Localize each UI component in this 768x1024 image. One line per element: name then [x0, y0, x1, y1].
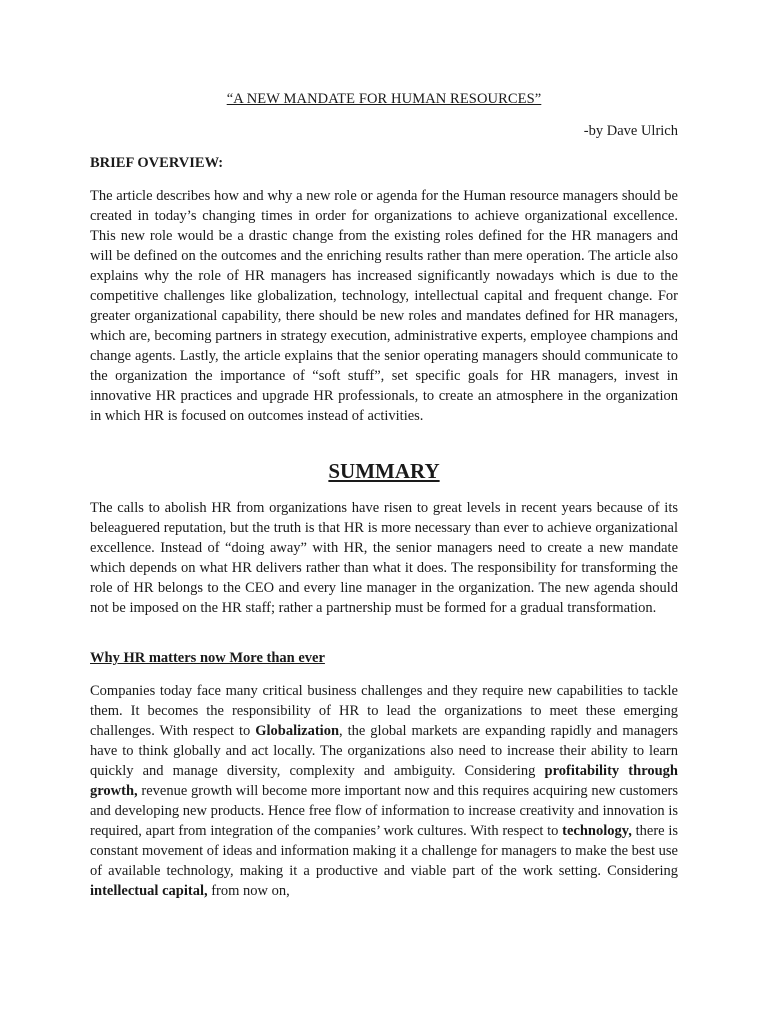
summary-paragraph: The calls to abolish HR from organizations have risen to great levels in recent years because of its beleaguered reputation, but the truth is that HR is more necessary than ever to achieve organizational excellence. Instead of “doing away” with HR, the senior managers need to create a new mandate which depends on what HR delivers rather than what it does. The responsibility for transforming the role of HR belongs to the CEO and every line manager in the organization. The new agenda should not be imposed on the HR staff; rather a partnership must be formed for a gradual transformation.	[90, 500, 678, 616]
text-run: revenue growth will become more important now and this requires acquiring new customers and developing new products. Hence free flow of information to increase creativity and innovation is required, apart from integration of the companies’ work cultures. With respect to	[90, 783, 678, 839]
bold-term-profitability: profitability through growth,	[90, 763, 678, 799]
bold-term-technology: technology,	[562, 823, 632, 839]
text-run: from now on,	[207, 883, 290, 899]
text-run: Companies today face many critical business challenges and they require new capabilities to tackle them. It becomes the responsibility of HR to lead the organizations to meet these emerging challenges. With respect to	[90, 683, 678, 739]
text-run: , the global markets are expanding rapidly and managers have to think globally and act locally. The organizations also need to increase their ability to learn quickly and manage diversity, complexity and ambiguity. Considering	[90, 723, 678, 779]
overview-heading: BRIEF OVERVIEW:	[90, 155, 224, 171]
bold-term-intellectual-capital: intellectual capital,	[90, 883, 208, 899]
summary-heading: SUMMARY	[328, 459, 440, 483]
matters-paragraph	[90, 681, 678, 901]
author-line: -by Dave Ulrich	[583, 123, 678, 139]
section-heading: Why HR matters now More than ever	[90, 650, 325, 666]
text-run: there is constant movement of ideas and information making it a challenge for managers to make the best use of available technology, making it a productive and viable part of the work setting. Considering	[90, 823, 678, 879]
document-title: “A NEW MANDATE FOR HUMAN RESOURCES”	[226, 91, 542, 107]
overview-paragraph: The article describes how and why a new role or agenda for the Human resource managers should be created in today’s changing times in order for organizations to achieve organizational excellence. This new role would be a drastic change from the existing roles defined for the HR managers and will be defined on the outcomes and the enriching results rather than mere operation. The article also explains why the role of HR managers has increased significantly nowadays which is due to the competitive challenges like globalization, technology, intellectual capital and frequent change. For greater organizational capability, there should be new roles and mandates defined for HR managers, which are, becoming partners in strategy execution, administrative experts, employee champions and change agents. Lastly, the article explains that the senior operating managers should communicate to the organization the importance of “soft stuff”, set specific goals for HR managers, invest in innovative HR practices and upgrade HR professionals, to create an atmosphere in the organization in which HR is focused on outcomes instead of activities.	[90, 188, 678, 424]
bold-term-globalization: Globalization	[255, 723, 340, 739]
